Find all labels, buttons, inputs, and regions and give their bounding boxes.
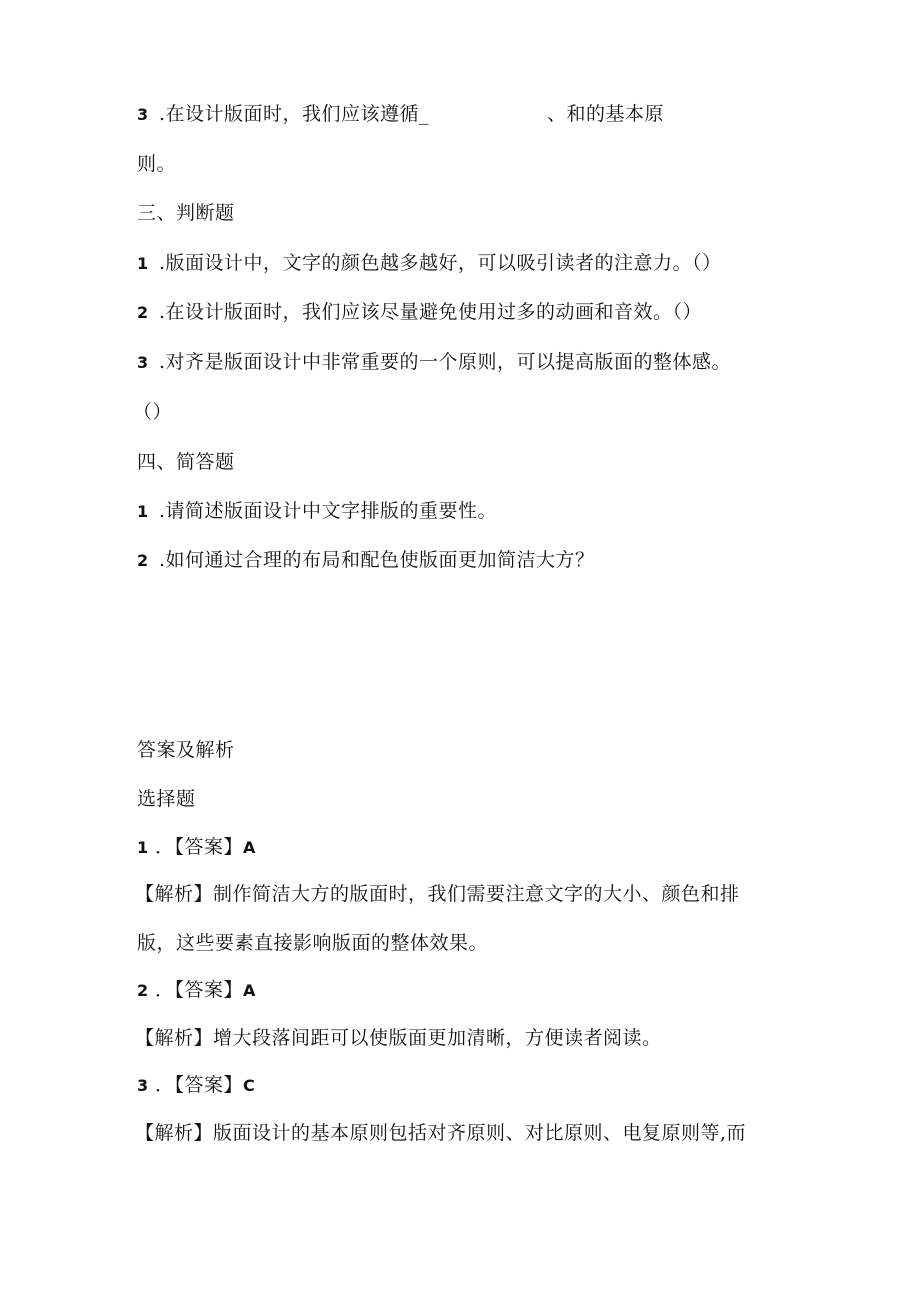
judge-question-3: [137, 350, 731, 375]
section-heading-judge: 三、判断题: [137, 202, 235, 224]
question-text-part-b: 、和的基本原: [547, 103, 665, 125]
analysis-1-line-2: 版，这些要素直接影响版面的整体效果。: [137, 932, 489, 954]
answer-label: ．【答案】: [155, 836, 244, 858]
analysis-2-line-1: 【解析】增大段落间距可以使版面更加清晰，方便读者阅读。: [135, 1027, 662, 1049]
analysis-3-line-1: 【解析】版面设计的基本原则包括对齐原则、对比原则、电复原则等,而: [135, 1122, 747, 1144]
answer-letter: C: [243, 1076, 256, 1095]
question-text: .版面设计中，文字的颜色越多越好，可以吸引读者的注意力。（）: [159, 252, 722, 274]
question-text: .如何通过合理的布局和配色使版面更加简洁大方？: [159, 549, 595, 571]
short-question-2: [137, 548, 595, 573]
question-number: 2: [137, 303, 149, 322]
judge-question-1: [137, 251, 722, 276]
question-number: 3: [137, 105, 149, 124]
question-number: 1: [137, 502, 149, 521]
answer-1: [137, 835, 256, 860]
judge-question-3-continued: （）: [133, 401, 173, 423]
question-number: 3: [137, 353, 149, 372]
answer-2: [137, 978, 256, 1003]
answer-label: ．【答案】: [155, 979, 244, 1001]
question-number: 2: [137, 551, 149, 570]
answer-letter: A: [243, 838, 256, 857]
fill-question-3: [137, 102, 664, 127]
analysis-1-line-1: 【解析】制作简洁大方的版面时，我们需要注意文字的大小、颜色和排: [135, 883, 740, 905]
answer-letter: A: [243, 981, 256, 1000]
fill-question-3-continued: 则。: [137, 153, 177, 175]
answer-3: [137, 1073, 255, 1098]
answers-heading: 答案及解析: [137, 739, 235, 761]
answers-section-choice: 选择题: [137, 788, 196, 810]
question-text-part-a: .在设计版面时，我们应该遵循_: [159, 103, 430, 125]
question-text: .对齐是版面设计中非常重要的一个原则，可以提高版面的整体感。: [159, 351, 732, 373]
answer-label: ．【答案】: [155, 1074, 244, 1096]
short-question-1: [137, 499, 497, 524]
question-number: 1: [137, 254, 149, 273]
answer-number: 2: [137, 981, 149, 1000]
answer-number: 1: [137, 838, 149, 857]
answer-number: 3: [137, 1076, 149, 1095]
section-heading-short-answer: 四、简答题: [137, 451, 235, 473]
question-text: .请简述版面设计中文字排版的重要性。: [159, 500, 498, 522]
judge-question-2: [137, 300, 702, 325]
question-text: .在设计版面时，我们应该尽量避免使用过多的动画和音效。（）: [159, 301, 703, 323]
